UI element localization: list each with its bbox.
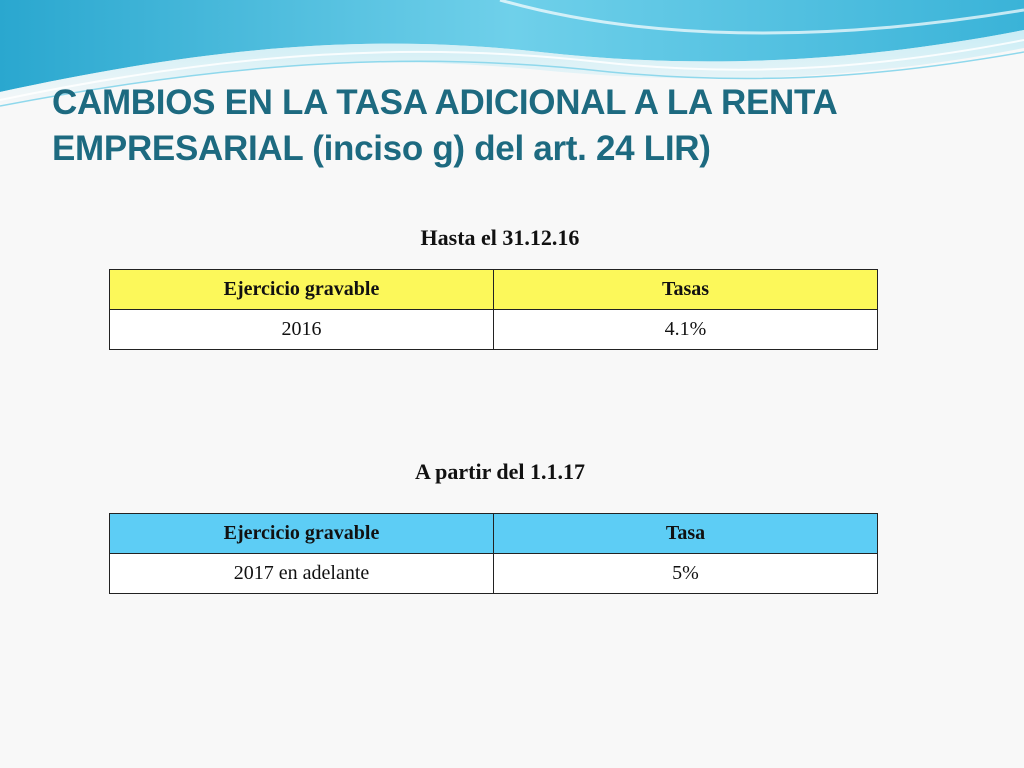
- column-header-rate: Tasas: [494, 270, 878, 310]
- title-line-1: CAMBIOS EN LA TASA ADICIONAL A LA RENTA: [52, 83, 838, 122]
- slide-title: [52, 80, 992, 172]
- table-row: [110, 310, 878, 350]
- table-header-row: [110, 514, 878, 554]
- cell-rate: 5%: [494, 554, 878, 594]
- column-header-year: Ejercicio gravable: [110, 270, 494, 310]
- title-line-2: EMPRESARIAL (inciso g) del art. 24 LIR): [52, 129, 711, 168]
- column-header-year: Ejercicio gravable: [110, 514, 494, 554]
- section-heading-from-2017: A partir del 1.1.17: [414, 459, 586, 484]
- column-header-rate: Tasa: [494, 514, 878, 554]
- cell-rate: 4.1%: [494, 310, 878, 350]
- rates-table-2017: [109, 513, 878, 594]
- table-header-row: [110, 270, 878, 310]
- section-heading-until-2016: Hasta el 31.12.16: [420, 225, 580, 250]
- rates-table-2016: [109, 269, 878, 350]
- cell-year: 2016: [110, 310, 494, 350]
- table-row: [110, 554, 878, 594]
- cell-year: 2017 en adelante: [110, 554, 494, 594]
